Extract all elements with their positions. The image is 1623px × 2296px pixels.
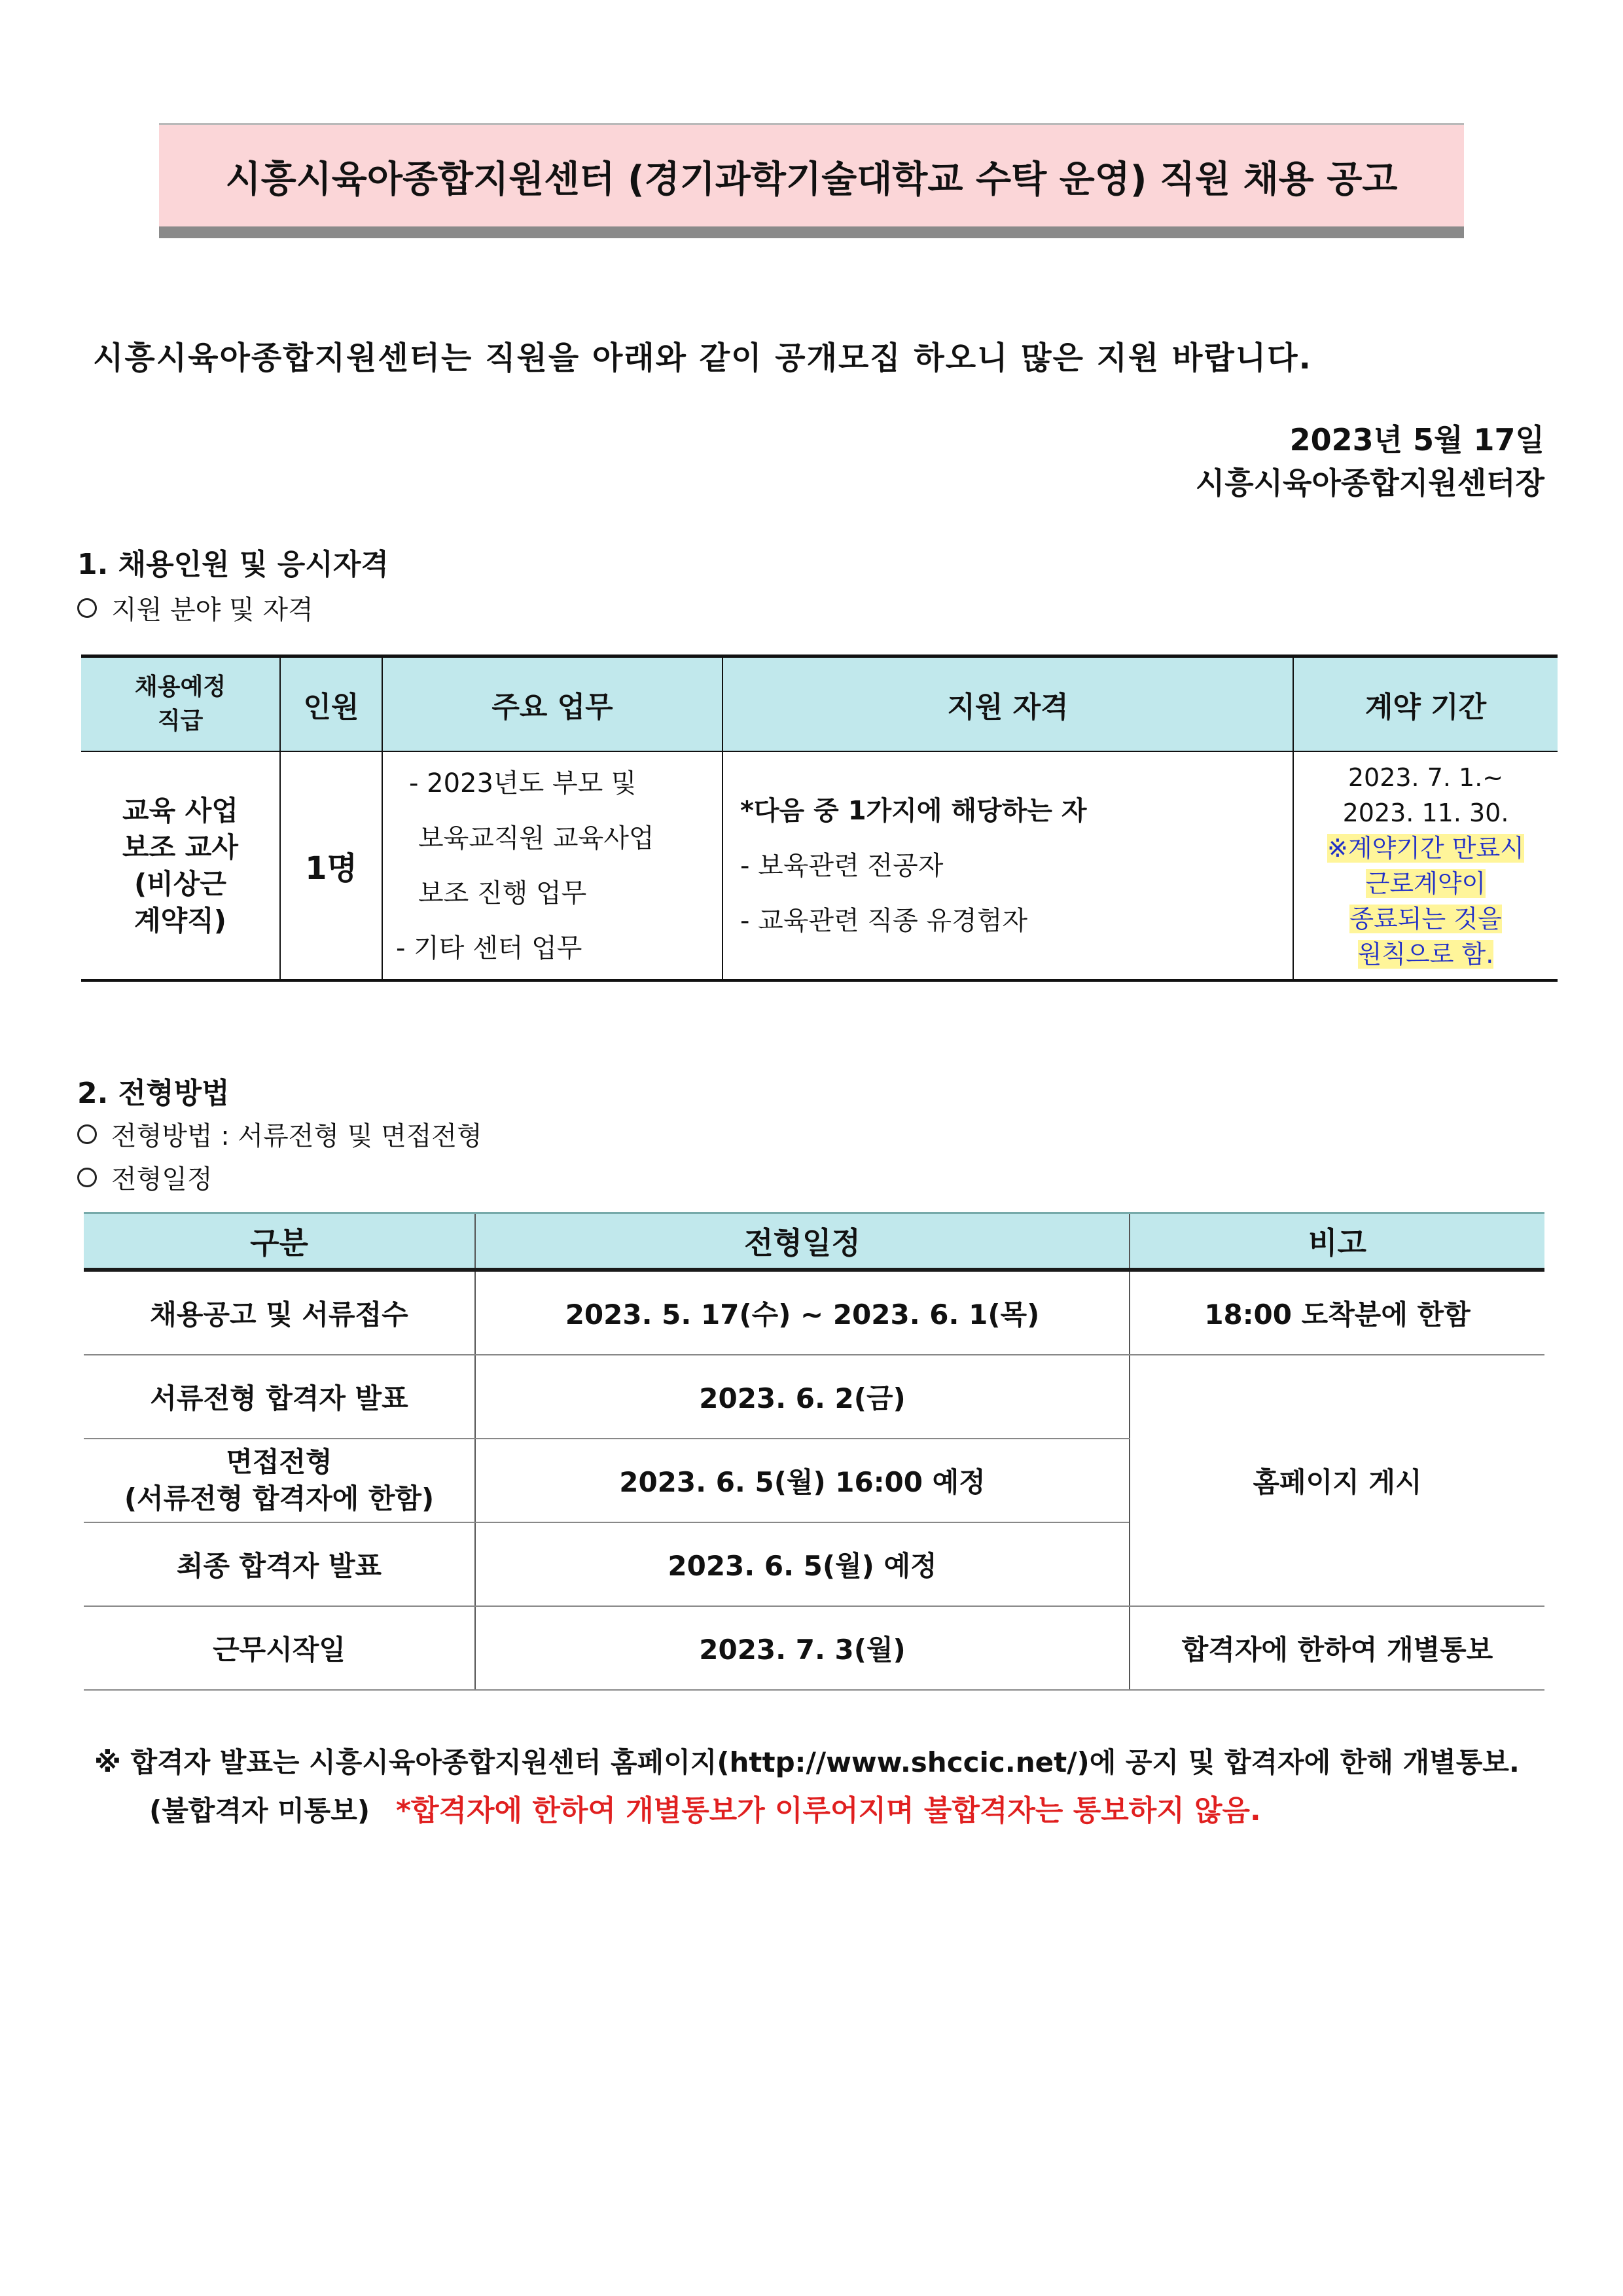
qualification-table	[81, 655, 1558, 982]
cell-note: 합격자에 한하여 개별통보	[1130, 1606, 1544, 1690]
position-line: (비상근	[134, 867, 226, 900]
cell-category: 채용공고 및 서류접수	[84, 1270, 475, 1355]
cell-note: 18:00 도착분에 한함	[1130, 1270, 1544, 1355]
header-position-line1: 채용예정	[134, 673, 226, 700]
position-line: 계약직)	[134, 904, 226, 937]
period-note: 종료되는 것을	[1349, 904, 1502, 933]
header-category: 구분	[84, 1213, 475, 1270]
footnote-notice	[149, 1787, 1261, 1829]
section2-bullet-text: 전형일정	[111, 1164, 213, 1194]
period-note: 원칙으로 함.	[1357, 939, 1494, 969]
cell-category: 근무시작일	[84, 1606, 475, 1690]
section2-bullet	[77, 1115, 482, 1153]
cell-note: 홈페이지 게시	[1130, 1355, 1544, 1606]
intro-text: 시흥시육아종합지원센터는 직원을 아래와 같이 공개모집 하오니 많은 지원 바랍니다.	[93, 340, 1312, 376]
cell-count: 1명	[280, 751, 382, 980]
signer: 시흥시육아종합지원센터장	[1195, 465, 1544, 501]
header-schedule: 전형일정	[475, 1213, 1130, 1270]
table-header-row	[84, 1213, 1544, 1270]
period-note: 근로계약이	[1365, 869, 1486, 898]
header-note: 비고	[1130, 1213, 1544, 1270]
header-position-line2: 직급	[157, 708, 204, 734]
section2-bullet-text: 전형방법 : 서류전형 및 면접전형	[111, 1121, 482, 1151]
circle-bullet-icon	[77, 1168, 97, 1187]
cell-duties	[382, 751, 722, 980]
header-period: 계약 기간	[1293, 656, 1558, 752]
table-row	[84, 1606, 1544, 1690]
footnote-announcement: ※ 합격자 발표는 시흥시육아종합지원센터 홈페이지(http://www.shccic.net/)에 공지 및 합격자에 한해 개별통보.	[94, 1746, 1520, 1778]
footnote-prefix: (불합격자 미통보)	[149, 1795, 370, 1827]
cell-schedule: 2023. 6. 5(월) 예정	[475, 1522, 1130, 1606]
category-line: (서류전형 합격자에 한함)	[124, 1482, 435, 1515]
header-position	[81, 656, 280, 752]
cell-position	[81, 751, 280, 980]
duty-line: 보육교직원 교육사업	[418, 823, 654, 853]
header-qualification: 지원 자격	[722, 656, 1293, 752]
period-note: ※계약기간 만료시	[1327, 833, 1524, 863]
section1-bullet-text: 지원 분야 및 자격	[111, 595, 313, 625]
footnote-emphasis: *합격자에 한하여 개별통보가 이루어지며 불합격자는 통보하지 않음.	[396, 1794, 1261, 1827]
cell-schedule: 2023. 7. 3(월)	[475, 1606, 1130, 1690]
table-row	[84, 1355, 1544, 1439]
position-line: 보조 교사	[122, 831, 238, 863]
cell-category: 최종 합격자 발표	[84, 1522, 475, 1606]
position-line: 교육 사업	[122, 794, 238, 827]
duty-line: - 2023년도 부모 및	[409, 768, 637, 798]
page-title: 시흥시육아종합지원센터 (경기과학기술대학교 수탁 운영) 직원 채용 공고	[225, 158, 1398, 201]
qualification-line: *다음 중 1가지에 해당하는 자	[740, 795, 1087, 826]
table-row	[81, 751, 1558, 980]
period-date: 2023. 7. 1.~	[1347, 762, 1504, 792]
header-count: 인원	[280, 656, 382, 752]
table-row	[84, 1270, 1544, 1355]
announcement-date: 2023년 5월 17일	[1289, 422, 1544, 457]
qualification-line: - 교육관련 직종 유경험자	[740, 905, 1027, 936]
period-date: 2023. 11. 30.	[1342, 798, 1509, 827]
schedule-table	[84, 1212, 1544, 1691]
cell-schedule: 2023. 6. 5(월) 16:00 예정	[475, 1439, 1130, 1522]
circle-bullet-icon	[77, 598, 97, 618]
section1-heading: 1. 채용인원 및 응시자격	[77, 548, 389, 581]
section2-bullet	[77, 1158, 213, 1196]
section1-bullet	[77, 589, 313, 626]
cell-period	[1293, 751, 1558, 980]
cell-category	[84, 1439, 475, 1522]
qualification-line: - 보육관련 전공자	[740, 850, 944, 881]
header-duties: 주요 업무	[382, 656, 722, 752]
section2-heading: 2. 전형방법	[77, 1077, 230, 1110]
category-line: 면접전형	[226, 1446, 332, 1478]
cell-category: 서류전형 합격자 발표	[84, 1355, 475, 1439]
duty-line: 보조 진행 업무	[418, 878, 587, 908]
duty-line: - 기타 센터 업무	[396, 933, 582, 963]
circle-bullet-icon	[77, 1124, 97, 1144]
cell-schedule: 2023. 5. 17(수) ~ 2023. 6. 1(목)	[475, 1270, 1130, 1355]
table-header-row	[81, 656, 1558, 752]
cell-schedule: 2023. 6. 2(금)	[475, 1355, 1130, 1439]
cell-qualification	[722, 751, 1293, 980]
